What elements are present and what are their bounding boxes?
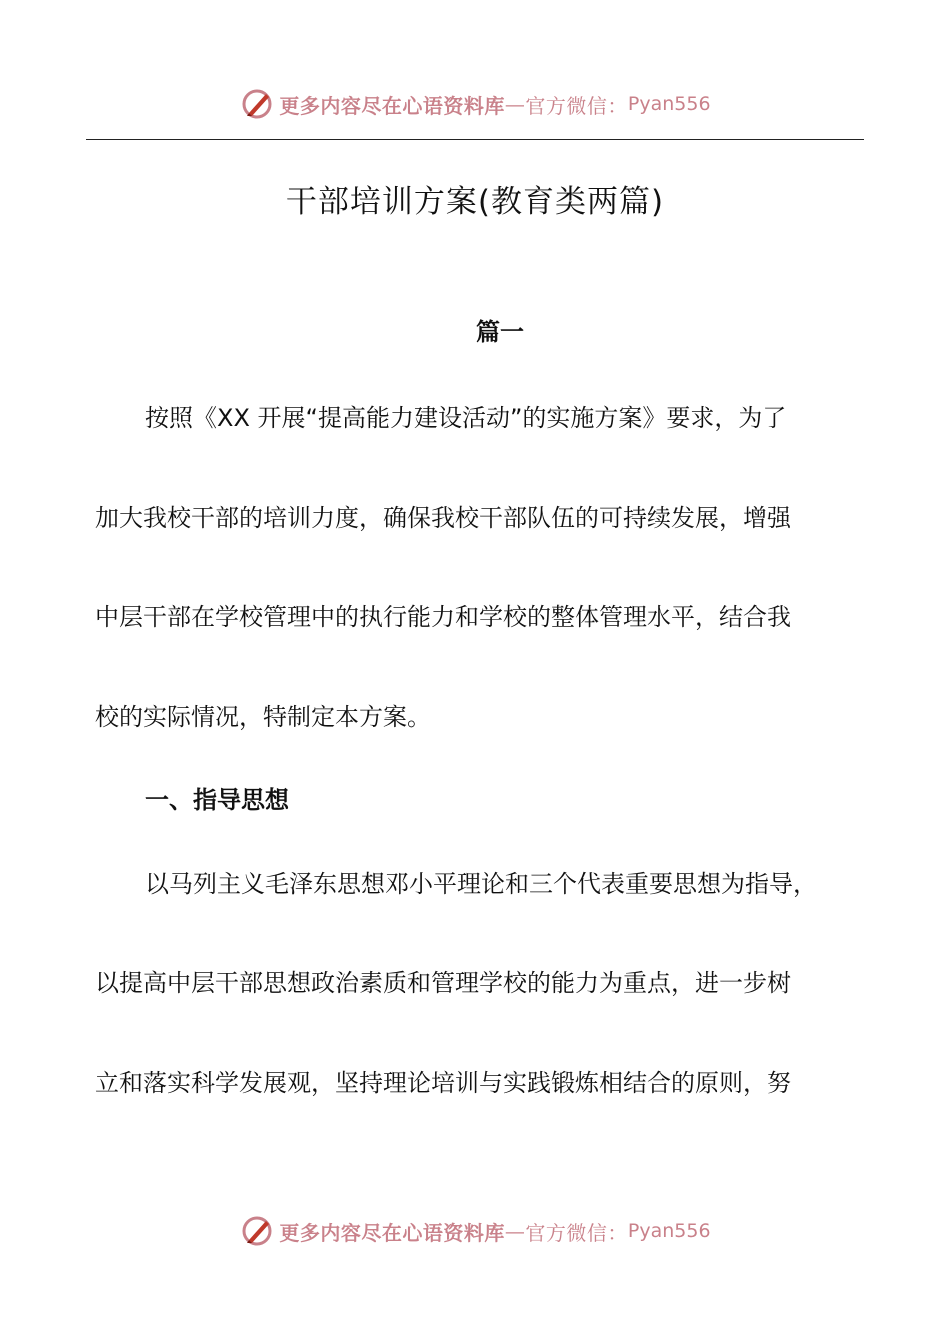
watermark-dash: — [504, 1219, 526, 1243]
section-heading: 一、指导思想 [145, 786, 289, 814]
section-title: 篇一 [476, 318, 524, 346]
watermark-id: Pyan556 [627, 1220, 711, 1242]
watermark-text: 更多内容尽在心语资料库 [279, 1220, 505, 1245]
header-watermark [0, 84, 950, 124]
paragraph-line: 以提高中层干部思想政治素质和管理学校的能力为重点，进一步树 [95, 969, 791, 997]
paragraph-line: 立和落实科学发展观，坚持理论培训与实践锻炼相结合的原则，努 [95, 1069, 791, 1097]
watermark-id: Pyan556 [627, 93, 711, 115]
document-title: 干部培训方案(教育类两篇) [285, 184, 665, 220]
watermark-dash: — [504, 92, 526, 116]
pen-logo-icon [239, 1213, 275, 1249]
paragraph-line: 中层干部在学校管理中的执行能力和学校的整体管理水平，结合我 [95, 603, 791, 631]
footer-watermark [0, 1211, 950, 1251]
paragraph-line: 按照《XX 开展“提高能力建设活动”的实施方案》要求，为了 [145, 404, 787, 432]
paragraph-line: 校的实际情况，特制定本方案。 [95, 703, 431, 731]
paragraph-line: 加大我校干部的培训力度，确保我校干部队伍的可持续发展，增强 [95, 504, 791, 532]
watermark-label: 官方微信： [525, 93, 628, 118]
paragraph-line: 以马列主义毛泽东思想邓小平理论和三个代表重要思想为指导， [145, 870, 817, 898]
header-rule [86, 139, 864, 140]
watermark-label: 官方微信： [525, 1220, 628, 1245]
pen-logo-icon [239, 86, 275, 122]
watermark-text: 更多内容尽在心语资料库 [279, 93, 505, 118]
